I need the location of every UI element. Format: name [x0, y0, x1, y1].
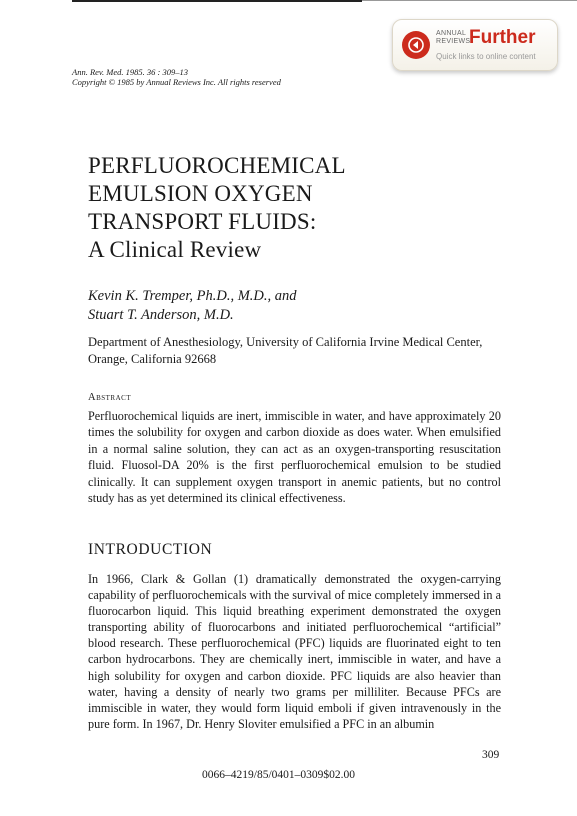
further-subtitle: Quick links to online content — [436, 52, 536, 61]
author-line: Kevin K. Tremper, Ph.D., M.D., and — [88, 288, 297, 304]
journal-citation: Ann. Rev. Med. 1985. 36 : 309–13 — [72, 67, 188, 77]
back-arrow-icon — [402, 31, 430, 59]
journal-copyright: Copyright © 1985 by Annual Reviews Inc. All rights reserved — [72, 77, 281, 87]
article-title — [88, 152, 346, 264]
journal-info — [72, 67, 281, 87]
further-label: Further — [469, 27, 536, 48]
title-line: TRANSPORT FLUIDS: — [88, 209, 317, 234]
introduction-heading: INTRODUCTION — [88, 541, 213, 558]
abstract-text: Perfluorochemical liquids are inert, immiscible in water, and have approximately 20 times the solubility for oxygen and carbon dioxide as does water. When emulsified in a normal saline solution, they can act as an oxygen-transporting resuscitation fluid. Fluosol-DA 20% is the first perfluorochemical emulsion to be studied clinically. It can supplement oxygen transport in anemic patients, but no control study has as yet determined its clinical effectiveness. — [88, 409, 501, 506]
top-rule-thin — [362, 0, 577, 1]
title-line: PERFLUOROCHEMICAL — [88, 153, 346, 178]
introduction-text: In 1966, Clark & Gollan (1) dramatically demonstrated the oxygen-carrying capability of perfluorochemicals with the survival of mice completely immersed in a fluorocarbon liquid. This liquid breathing experiment demonstrated the oxygen transporting ability of fluorocarbons and initiated perfluorochemical “artificial” blood research. These perfluorochemical (PFC) liquids are fluorinated eight to ten carbon hydrocarbons. They are chemically inert, immiscible in water, and have a high solubility for oxygen and carbon dioxide. PFC liquids are also heavier than water, having a density of nearly two grams per milliliter. Because PFCs are immiscible in water, they would form liquid emboli if given intravenously in the pure form. In 1967, Dr. Henry Sloviter emulsified a PFC in an albumin — [88, 572, 501, 731]
author-line: Stuart T. Anderson, M.D. — [88, 307, 234, 323]
page-number: 309 — [482, 749, 500, 761]
top-rule — [72, 0, 362, 2]
abstract-heading: Abstract — [88, 392, 132, 403]
authors — [88, 287, 297, 325]
affiliation: Department of Anesthesiology, University of California Irvine Medical Center, Orange, California 92668 — [88, 335, 483, 366]
title-line: A Clinical Review — [88, 237, 262, 262]
title-line: EMULSION OXYGEN — [88, 181, 313, 206]
further-badge[interactable] — [392, 19, 558, 71]
article-code: 0066–4219/85/0401–0309$02.00 — [202, 769, 356, 781]
annual-reviews-logo-text: ANNUAL REVIEWS — [436, 30, 471, 45]
